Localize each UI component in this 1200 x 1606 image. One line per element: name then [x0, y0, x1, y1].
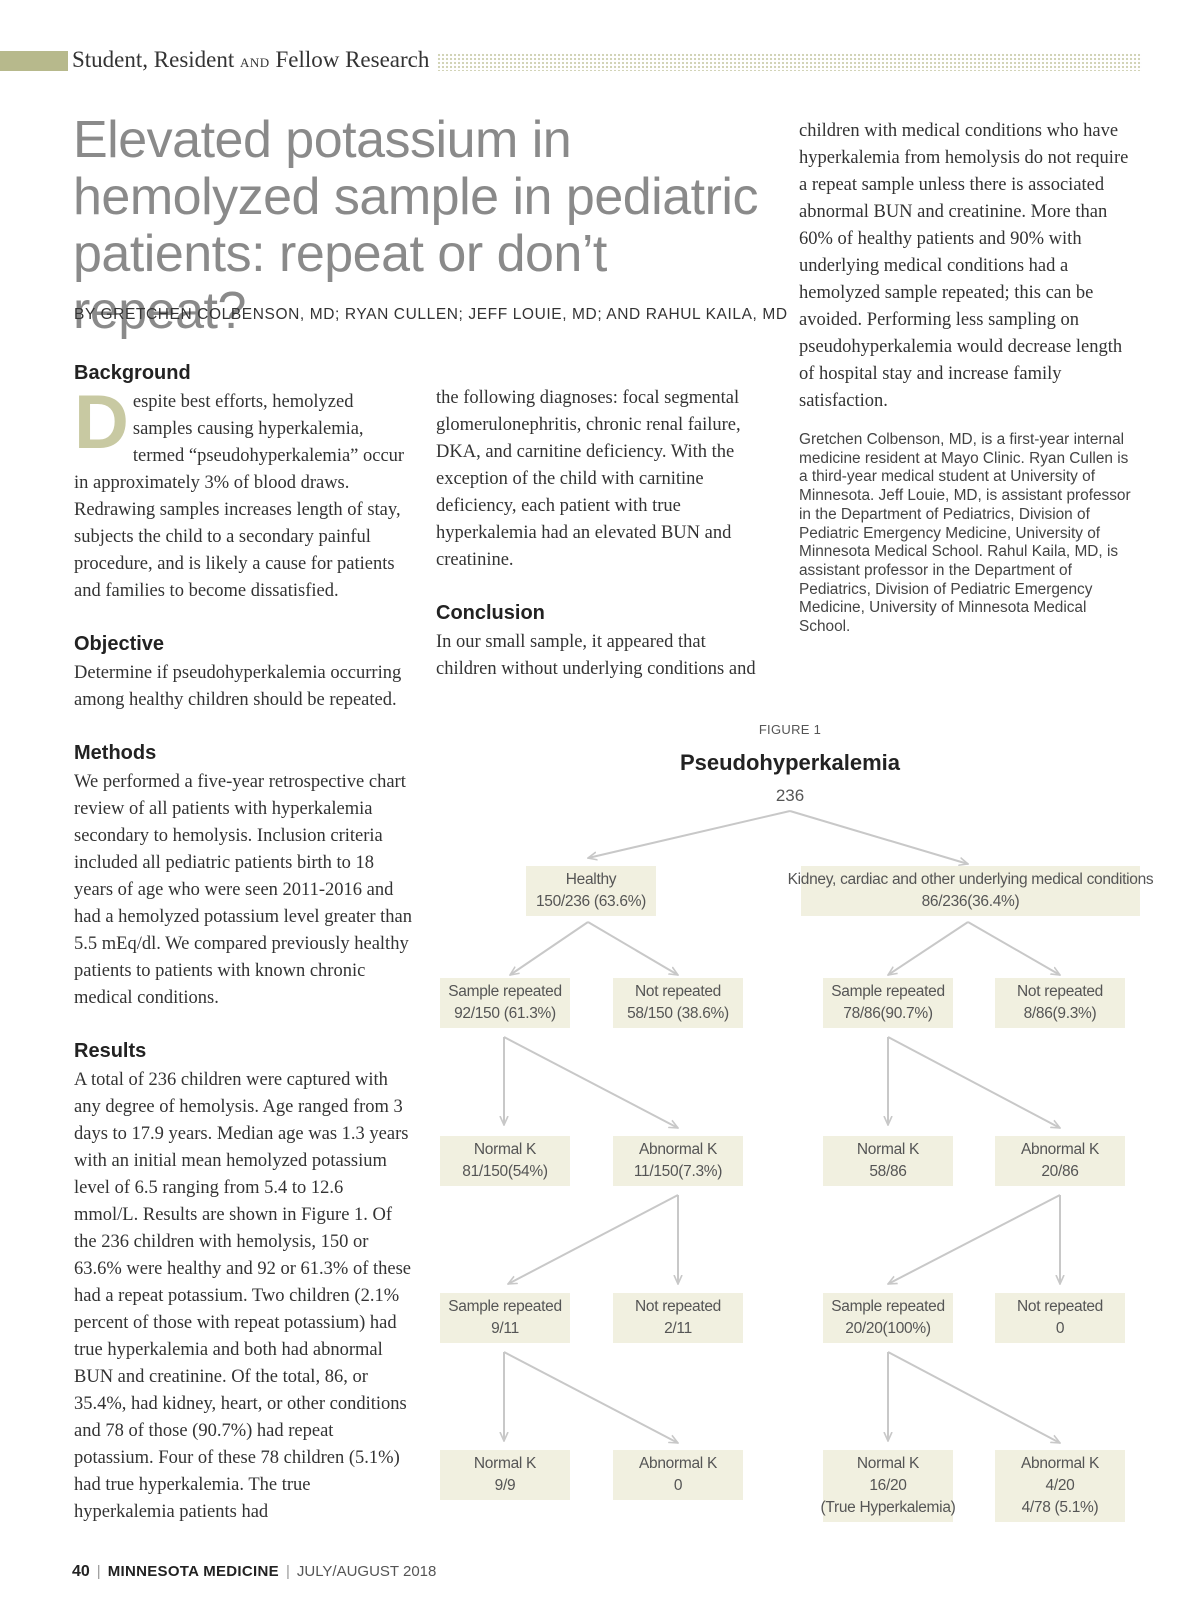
flow-box-h-normal-k — [440, 1136, 570, 1186]
flow-box-label: Healthy — [565, 871, 617, 888]
methods-heading: Methods — [74, 742, 157, 764]
article-title: Elevated potassium in hemolyzed sample in pediatric patients: repeat or don’t repeat? — [73, 111, 758, 340]
flow-box-h2-not-repeated — [613, 1293, 743, 1343]
page-footer: 40 | MINNESOTA MEDICINE | JULY/AUGUST 2018 — [72, 1563, 437, 1580]
flow-box-note: 4/78 (5.1%) — [1021, 1499, 1099, 1516]
flow-box-label: Sample repeated — [831, 983, 945, 1000]
conclusion-heading: Conclusion — [436, 602, 545, 624]
flow-root-count: 236 — [775, 786, 805, 805]
arrow-healthy-not-repeated — [588, 922, 678, 975]
arrow-h-abnormal-repeated — [508, 1195, 678, 1284]
flow-box-label: Abnormal K — [639, 1455, 717, 1472]
flow-box-label: Normal K — [473, 1141, 537, 1158]
arrow-conditions-repeated — [888, 922, 968, 975]
flow-box-c2-sample-repeated — [823, 1293, 953, 1343]
results-heading: Results — [74, 1040, 147, 1062]
flow-box-label: Normal K — [856, 1141, 920, 1158]
arrow-healthy-repeated — [510, 922, 588, 975]
flow-box-c-sample-repeated — [823, 978, 953, 1028]
results-text: A total of 236 children were captured with any degree of hemolysis. Age ranged from 3 days to 17.9 years. Median age was 1.3 years with an initial mean hemolyzed potassium level of 6.5 ranging from 5.4 to 12.6 mmol/L. Results are shown in Figure 1. Of the 236 children with hemolysis, 150 or 63.6% were healthy and 92 or 61.3% of these had a repeat potassium. Two children (2.1% percent of those with repeat potassium) had true hyperkalemia and both had abnormal BUN and creatinine. Of the total, 86, or 35.4%, had kidney, heart, or other conditions and 78 of those (90.7%) had repeat potassium. Four of these 78 children (5.1%) had true hyperkalemia. The true hyperkalemia patients had — [74, 1070, 412, 1522]
flow-box-h2-normal-k — [440, 1450, 570, 1500]
section-header-part2: Fellow Research — [275, 47, 430, 72]
flow-box-value: 92/150 (61.3%) — [454, 1005, 556, 1022]
conclusion-continued-text: children with medical conditions who have hyperkalemia from hemolysis do not require a repeat sample unless there is associated abnormal BUN and creatinine. More than 60% of healthy patients and 90% with underlying medical conditions had a hemolyzed sample repeated; this can be avoided. Performing less sampling on pseudohyperkalemia would decrease length of hospital stay and increase family satisfaction. — [799, 121, 1129, 411]
conclusion-text: In our small sample, it appeared that children without underlying conditions and — [436, 632, 756, 679]
background-heading: Background — [74, 362, 191, 384]
flow-box-note: (True Hyperkalemia) — [820, 1499, 956, 1516]
drop-cap: D — [74, 380, 129, 465]
flow-box-label: Not repeated — [634, 983, 722, 1000]
figure-title: Pseudohyperkalemia — [679, 750, 901, 775]
flow-box-value: 78/86(90.7%) — [843, 1005, 933, 1022]
article-byline: BY GRETCHEN COLBENSON, MD; RYAN CULLEN; JEFF LOUIE, MD; AND RAHUL KAILA, MD — [74, 306, 788, 323]
page-number: 40 — [72, 1563, 90, 1580]
flow-box-label: Kidney, cardiac and other underlying medical conditions — [787, 871, 1154, 888]
arrow-c-abnormal-repeated — [888, 1195, 1060, 1284]
flow-box-c-abnormal-k — [995, 1136, 1125, 1186]
flow-box-c2-abnormal-k — [995, 1450, 1125, 1522]
flow-box-value: 150/236 (63.6%) — [535, 893, 647, 910]
flow-box-value: 8/86(9.3%) — [1023, 1005, 1097, 1022]
flow-box-c-normal-k — [823, 1136, 953, 1186]
flow-box-value: 20/20(100%) — [845, 1320, 931, 1337]
arrow-h2-repeated-abnormal — [504, 1352, 678, 1443]
flow-box-value: 58/150 (38.6%) — [627, 1005, 729, 1022]
flow-box-label: Sample repeated — [448, 1298, 562, 1315]
flow-box-h-sample-repeated — [440, 978, 570, 1028]
issue-date: JULY/AUGUST 2018 — [296, 1563, 437, 1580]
flow-box-label: Normal K — [856, 1455, 920, 1472]
arrow-c2-repeated-abnormal — [888, 1352, 1060, 1443]
flow-box-value: 20/86 — [1041, 1163, 1079, 1180]
flow-box-value: 86/236(36.4%) — [921, 893, 1020, 910]
flow-box-label: Not repeated — [1016, 983, 1104, 1000]
figure-label: FIGURE 1 — [758, 722, 822, 737]
flow-box-value: 9/11 — [491, 1320, 519, 1337]
flow-box-c2-not-repeated — [995, 1293, 1125, 1343]
flow-box-h-not-repeated — [613, 978, 743, 1028]
flow-box-label: Abnormal K — [1021, 1455, 1099, 1472]
methods-text: We performed a five-year retrospective chart review of all patients with hyperkalemia secondary to hemolysis. Inclusion criteria included all pediatric patients birth to 18 years of age who were seen 2011-2016 and had a hemolyzed potassium level greater than 5.5 mEq/dl. We compared previously healthy patients to patients with known chronic medical conditions. — [74, 772, 413, 1008]
background-body: espite best efforts, hemolyzed samples causing hyperkalemia, termed “pseudohyperkalemia” occur in approximately 3% of blood draws. Redrawing samples increases length of stay, subjects the child to a secondary painful procedure, and is likely a cause for patients and families to become dissatisfied. — [74, 392, 405, 601]
flow-box-label: Not repeated — [1016, 1298, 1104, 1315]
flow-box-label: Sample repeated — [831, 1298, 945, 1315]
flow-box-c2-normal-k — [820, 1450, 956, 1522]
flow-box-value: 2/11 — [664, 1320, 692, 1337]
flow-box-value: 81/150(54%) — [462, 1163, 548, 1180]
flow-box-conditions — [787, 866, 1154, 916]
flow-box-c-not-repeated — [995, 978, 1125, 1028]
flow-box-value: 0 — [1055, 1320, 1065, 1337]
flow-box-value: 0 — [673, 1477, 683, 1494]
section-header-part1: Student, Resident — [72, 47, 235, 72]
flow-box-value: 4/20 — [1045, 1477, 1075, 1494]
arrow-c-repeated-abnormal — [888, 1037, 1060, 1128]
arrow-h-repeated-abnormal — [504, 1037, 678, 1128]
flow-box-label: Abnormal K — [639, 1141, 717, 1158]
flow-box-h-abnormal-k — [613, 1136, 743, 1186]
arrow-conditions-not-repeated — [968, 922, 1060, 975]
flow-box-value: 58/86 — [869, 1163, 907, 1180]
section-header-and: AND — [240, 55, 270, 70]
objective-heading: Objective — [74, 633, 165, 655]
results-continued-text: the following diagnoses: focal segmental glomerulonephritis, chronic renal failure, DKA, and carnitine deficiency. With the exception of the child with carnitine deficiency, each patient with true hyperkalemia had an elevated BUN and creatinine. — [436, 388, 741, 570]
flow-box-label: Normal K — [473, 1455, 537, 1472]
flow-box-label: Abnormal K — [1021, 1141, 1099, 1158]
flow-box-value: 11/150(7.3%) — [633, 1163, 723, 1180]
flow-box-healthy — [526, 866, 656, 916]
flow-box-h2-abnormal-k — [613, 1450, 743, 1500]
flow-box-label: Not repeated — [634, 1298, 722, 1315]
flow-box-h2-sample-repeated — [440, 1293, 570, 1343]
arrow-root-conditions — [790, 811, 968, 864]
objective-text: Determine if pseudohyperkalemia occurring among healthy children should be repeated. — [74, 663, 402, 710]
flow-box-value: 9/9 — [494, 1477, 516, 1494]
flow-box-label: Sample repeated — [448, 983, 562, 1000]
publication-name: MINNESOTA MEDICINE — [107, 1563, 279, 1580]
author-bios: Gretchen Colbenson, MD, is a first-year internal medicine resident at Mayo Clinic. Ryan Cullen is a third-year medical student at University of Minnesota. Jeff Louie, MD, is assistant professor in the Department of Pediatrics, Division of Pediatric Emergency Medicine, University of Minnesota Medical School. Rahul Kaila, MD, is assistant professor in the Department of Pediatrics, Division of Pediatric Emergency Medicine, University of Minnesota Medical School. — [799, 431, 1131, 636]
flow-box-value: 16/20 — [869, 1477, 907, 1494]
arrow-root-healthy — [588, 811, 790, 858]
